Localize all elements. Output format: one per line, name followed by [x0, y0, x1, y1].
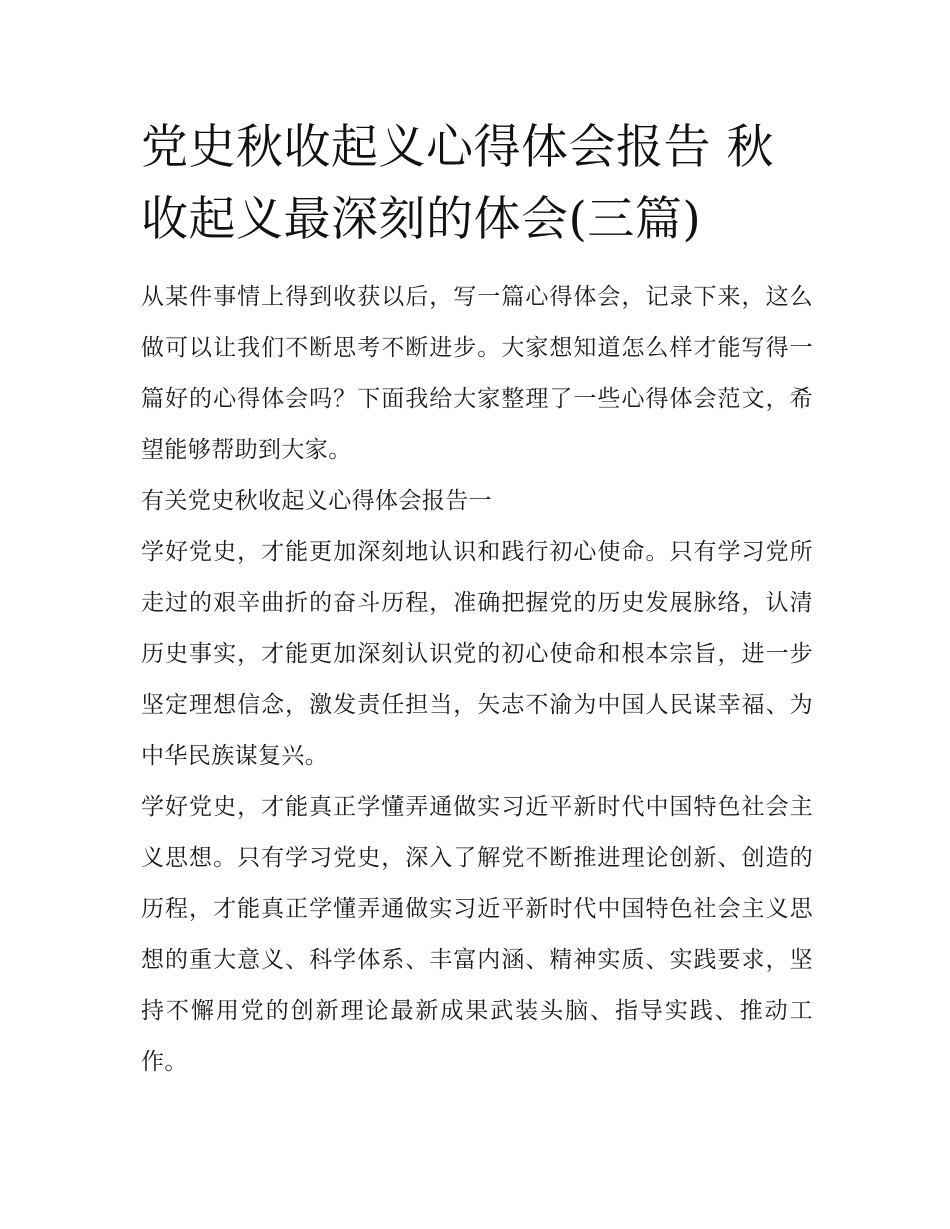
document-page	[141, 112, 813, 1088]
document-title: 党史秋收起义心得体会报告 秋收起义最深刻的体会(三篇)	[141, 120, 774, 247]
body-paragraph-2: 学好党史，才能真正学懂弄通做实习近平新时代中国特色社会主义思想。只有学习党史，深入了解党不断推进理论创新、创造的历程，才能真正学懂弄通做实习近平新时代中国特色社会主义思想的重大意义、科学体系、丰富内涵、精神实质、实践要求，坚持不懈用党的创新理论最新成果武装头脑、指导实践、推动工作。	[141, 794, 813, 1075]
document-body	[141, 272, 813, 1088]
section-heading: 有关党史秋收起义心得体会报告一	[141, 488, 492, 514]
intro-paragraph: 从某件事情上得到收获以后，写一篇心得体会，记录下来，这么做可以让我们不断思考不断进步。大家想知道怎么样才能写得一篇好的心得体会吗？下面我给大家整理了一些心得体会范文，希望能够帮助到大家。	[141, 284, 813, 463]
body-paragraph-1: 学好党史，才能更加深刻地认识和践行初心使命。只有学习党所走过的艰辛曲折的奋斗历程，准确把握党的历史发展脉络，认清历史事实，才能更加深刻认识党的初心使命和根本宗旨，进一步坚定理想信念，激发责任担当，矢志不渝为中国人民谋幸福、为中华民族谋复兴。	[141, 539, 813, 769]
